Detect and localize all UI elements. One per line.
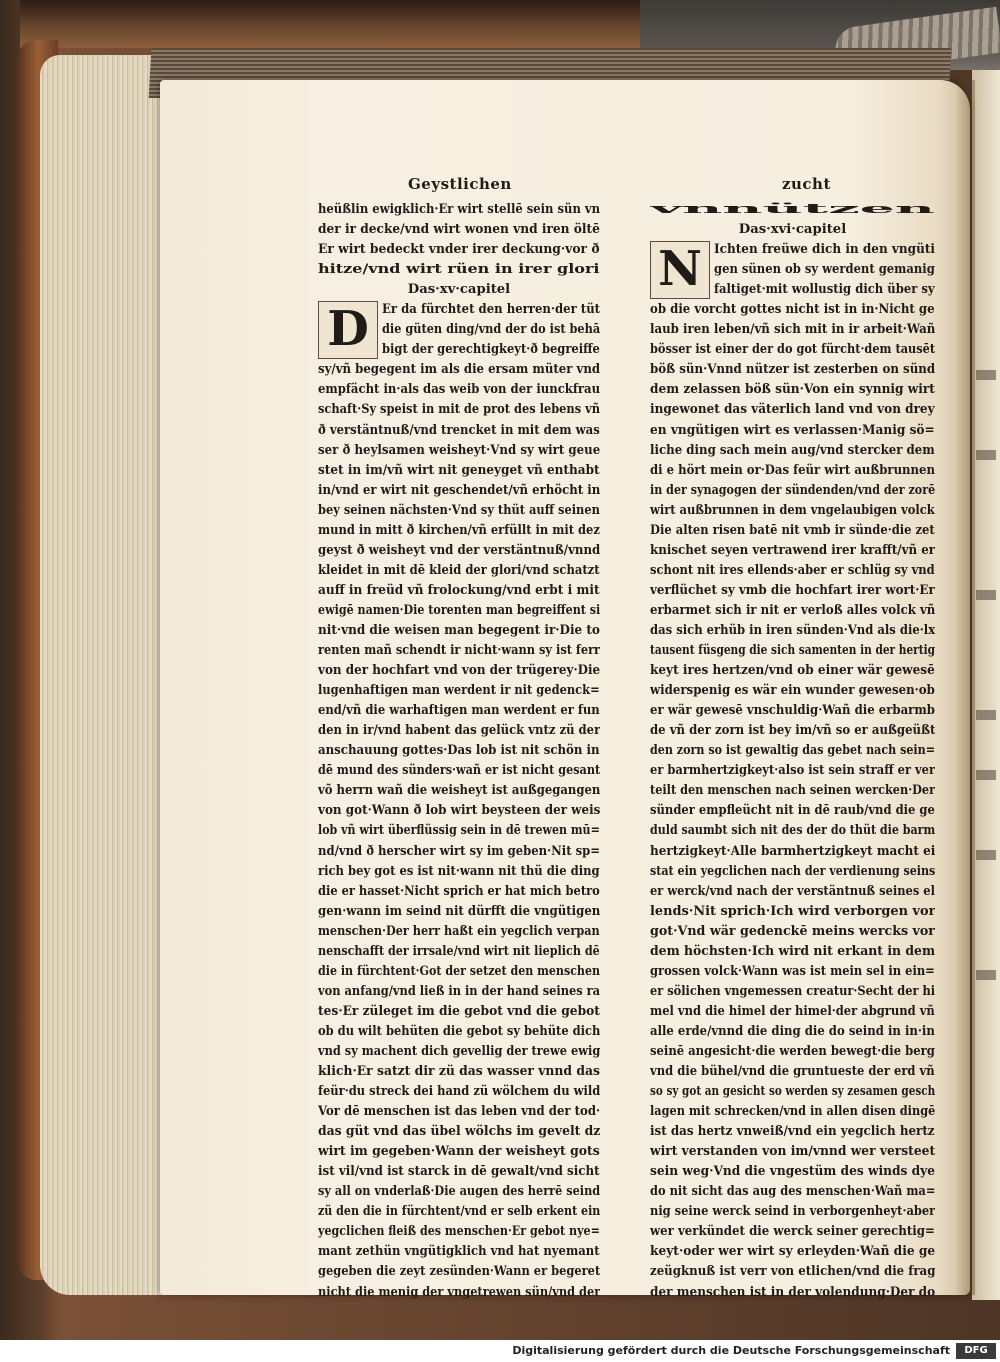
text-line: sy all on vnderlaß·Die augen des herrē seind [318,1184,600,1200]
facing-page-sliver [972,70,1000,1300]
chapter-title: Das·xv·capitel [407,282,511,298]
text-line: die er hasset·Nicht sprich er hat mich betro [318,883,600,899]
running-header-right: zucht [782,175,831,193]
text-line: alle erde/vnnd die ding die do seind in in·in [650,1023,935,1039]
text-line: menschen·Der herr haßt ein yegclich verpan [318,923,600,939]
text-line: wirt verstanden von im/vnnd wer versteet [650,1144,935,1160]
text-line: en vngütigen wirt es verlassen·Manig sö= [650,422,935,438]
text-line: ob die vorcht gottes nicht ist in in·Nicht ge [650,302,935,318]
text-line: erbarmet sich ir nit er verloß alles volck vñ [650,602,935,618]
text-line: lob vñ wirt überflüssig sein in dē trewen mū= [318,823,600,839]
text-line: gen·wann im seind nit dürfft die vngütigen [318,903,600,919]
text-line: die in fürchtent·Got der setzet den menschen [318,963,600,979]
text-line: end/vñ die warhaftigen man werdent er fun [318,703,600,719]
text-line: widerspenig es wär ein wunder gewesen·ob [650,683,935,699]
text-line: der menschen ist in der volendung·Der do [650,1284,935,1300]
funding-credit: Digitalisierung gefördert durch die Deutsche Forschungsgemeinschaft [512,1344,950,1357]
text-column-left [318,200,600,1303]
text-line: liche ding sach mein aug/vnd stercker dem [650,442,935,458]
text-line: wirt im gegeben·Wann der weisheyt gots [318,1144,600,1160]
text-line: er sölichen vngemessen creatur·Secht der hi [650,983,935,999]
text-line: teilt den menschen nach seinen wercken·Der [650,783,935,799]
text-line: ist vil/vnd ist starck in dē gewalt/vnd sicht [318,1164,600,1180]
text-line: wirt außbrunnen in dem vngelaubigen volck [650,502,935,518]
text-line: renten mañ schendt ir nicht·wann sy ist ferr [318,643,600,659]
text-line: faltiget·mit wollustig dich über sy [714,282,935,298]
text-line: schont nit ires ellends·aber er schlüg sy vnd [650,562,935,578]
text-line: in der synagogen der sündenden/vnd der zorē [650,482,935,498]
text-line: ist das hertz vnweiß/vnd ein yegclich hertz [650,1124,935,1140]
text-line: bösser ist einer der do got fürcht·dem tausēt [650,342,935,358]
text-line: vnd die bühel/vnd die gruntueste der erd vñ [650,1064,935,1080]
text-line: das sich erhüb in iren sünden·Vnd als die·lx [650,622,935,638]
text-line: so sy got an gesicht so werden sy zesamen gesch [650,1084,935,1100]
text-line: er wär gewesē vnschuldig·Wañ die erbarmb [650,703,935,719]
text-line: knischet seyen vertrawend irer krafft/vñ er [650,542,935,558]
text-line: Die alten risen batē nit vmb ir sünde·die zet [650,522,935,538]
text-line: laub iren leben/vñ sich mit in ir arbeit·Wañ [650,322,935,338]
dfg-logo: DFG [956,1343,996,1359]
text-line: vnd sy machent dich gevellig der trewe ewig [318,1043,600,1059]
text-line: Er wirt bedeckt vnder irer deckung·vor ð [318,242,600,258]
text-line: gegeben die zeyt zesünden·Wann er begeret [318,1264,600,1280]
text-line: nit·vnd die weisen man begegent ir·Die to [318,622,600,638]
text-line: er barmhertzigkeyt·also ist sein straff er ver [650,763,935,779]
text-line: nicht die menig der vngetrewen sün/vnd der [318,1284,600,1300]
text-line: gen sünen ob sy werdent gemanig [714,262,935,278]
text-line: den in ir/vnd habent das gelück vntz zü der [318,723,600,739]
text-line: stat ein yegclichen nach der verdienung seins [650,863,935,879]
text-line: Vor dē menschen ist das leben vnd der tod· [318,1104,600,1120]
text-line: auff in freüd vñ frolockung/vnd erbt i mit [318,582,600,598]
text-line: got·Vnd wär gedenckē meins wercks vor [650,923,935,939]
text-line: võ herrn wañ die weisheyt ist außgegangen [318,783,600,799]
text-line: bey seinen nächsten·Vnd sy thüt auff seinen [318,502,600,518]
text-line: sein weg·Vnd die vngestüm des winds dye [650,1164,935,1180]
text-line: stet in im/vñ wirt nit geneyget vñ enthabt [318,462,600,478]
text-line: ob du wilt behüten die gebot sy behüte dich [318,1023,600,1039]
text-line: böß sün·Vnnd nützer ist zesterben on sünd [650,362,935,378]
running-header-left: Geystlichen [408,175,512,193]
decorated-initial: N [650,241,710,299]
text-line: ingewonet das väterlich land vnd von drey [650,402,935,418]
text-line: mant zethün vngütigklich vnd hat nyemant [318,1244,600,1260]
text-line: den zorn so ist gewaltig das gebet nach sein= [650,743,935,759]
text-line: verflüchet sy vmb die hochfart irer wort·Er [650,582,935,598]
text-line: kleidet in mit dē kleid der glori/vnd schatzt [318,562,600,578]
body-text [650,300,935,1302]
book-cover-top [20,0,640,48]
text-line: von got·Wann ð lob wirt beysteen der weis [318,803,600,819]
footer-bar [0,1340,1000,1362]
text-line: grossen volck·Wann was ist mein sel in ein= [650,963,935,979]
text-line: zü den die in fürchtent/vnd er selb erkent ein [318,1204,600,1220]
text-line: klich·Er satzt dir zü das wasser vnnd das [318,1064,600,1080]
decorated-initial: D [318,301,378,359]
text-column-right [650,200,935,1303]
text-line: do nit sicht das aug des menschen·Wañ ma= [650,1184,935,1200]
text-line: in/vnd er wirt nit geschendet/vñ erhöcht in [318,482,600,498]
text-line: dem zelassen böß sün·Von ein synnig wirt [650,382,935,398]
text-line: seinē angesicht·die werden bewegt·die berg [650,1043,935,1059]
text-line: das güt vnd das übel wölchs im gevelt dz [318,1124,600,1140]
text-line: anschauung gottes·Das lob ist nit schön in [318,743,600,759]
text-line: heüßlin ewigklich·Er wirt stellē sein sün vn [318,202,600,217]
text-line: bigt der gerechtigkeyt·ð begreiffe [382,342,600,358]
body-text [318,360,600,1302]
text-line: mel vnd die himel der himel·der abgrund vñ [650,1003,935,1019]
text-line: ser ð heylsamen weisheyt·Vnd sy wirt geue [318,442,600,458]
text-line: keyt ires hertzen/vnd ob einer wär gewesē [650,663,935,679]
text-line: vnnützen [650,202,935,217]
text-line: er werck/vnd nach der verstäntnuß seines el [650,883,935,899]
text-line: der ir decke/vnd wirt wonen vnd iren öltē [318,222,600,238]
text-line: zeügknuß ist verr von etlichen/vnd die frag [650,1264,935,1280]
text-line: hertzigkeyt·Alle barmhertzigkeyt macht ei [650,843,935,859]
text-line: geyst ð weisheyt vnd der verstäntnuß/vnnd [318,542,600,558]
text-line: feür·du streck dei hand zü wölchem du wild [318,1084,600,1100]
text-line: empfächt in·als das weib von der iunckfrau [318,382,600,398]
text-line: tes·Er züleget im die gebot vnd die gebot [318,1003,600,1019]
text-line: lagen mit schrecken/vnd in allen disen dingē [650,1104,935,1120]
text-line: mund in mitt ð kirchen/vñ erfüllt in mit dez [318,522,600,538]
text-line: de vñ der zorn ist bey im/vñ so er außgeüßt [650,723,935,739]
text-line: lends·Nit sprich·Ich wird verborgen vor [650,903,935,919]
text-line: tausent füsgeng die sich samenten in der hertig [650,643,935,659]
text-line: von anfang/vnd ließ in in der hand seines ra [318,983,600,999]
text-line: ewigē namen·Die torenten man begreiffent si [318,602,600,618]
text-line: nd/vnd ð herscher wirt sy im geben·Nit sp= [318,843,600,859]
text-line: sünder empfleücht nit in dē raub/vnd die ge [650,803,935,819]
text-line: Er da fürchtet den herren·der tüt [382,302,600,318]
text-line: di e hört mein or·Das feür wirt außbrunnen [650,462,935,478]
text-line: hitze/vnd wirt rüen in irer glori [318,262,600,278]
text-line: sy/vñ begegent im als die ersam müter vnd [318,362,600,378]
text-line: ð verstäntnuß/vnd trencket in mit dem was [318,422,600,438]
text-line: yegclichen fleiß des menschen·Er gebot nye= [318,1224,600,1240]
text-line: Ichten freüwe dich in den vngüti [714,242,935,258]
text-line: keyt·oder wer wirt sy erleyden·Wañ die ge [650,1244,935,1260]
text-line: dē mund des sünders·wañ er ist nicht gesant [318,763,600,779]
text-line: wer verkündet die werck seiner gerechtig= [650,1224,935,1240]
page-block-edges [40,55,180,1295]
text-line: die güten ding/vnd der do ist behā [382,322,600,338]
chapter-title: Das·xvi·capitel [738,222,847,238]
text-line: von der hochfart vnd von der trügerey·Die [318,663,600,679]
text-line: lugenhaftigen man werdent ir nit gedenck= [318,683,600,699]
text-line: dem höchsten·Ich wird nit erkant in dem [650,943,935,959]
text-line: rich bey got es ist nit·wann nit thü die ding [318,863,600,879]
text-line: nenschafft der irrsale/vnd wirt nit lieplich dē [318,943,600,959]
text-line: nig seine werck seind in verborgenheyt·aber [650,1204,935,1220]
text-line: schaft·Sy speist in mit de prot des lebens vñ [318,402,600,418]
text-line: duld saumbt sich nit des der do thüt die barm [650,823,935,839]
gutter-shadow [955,80,975,1295]
